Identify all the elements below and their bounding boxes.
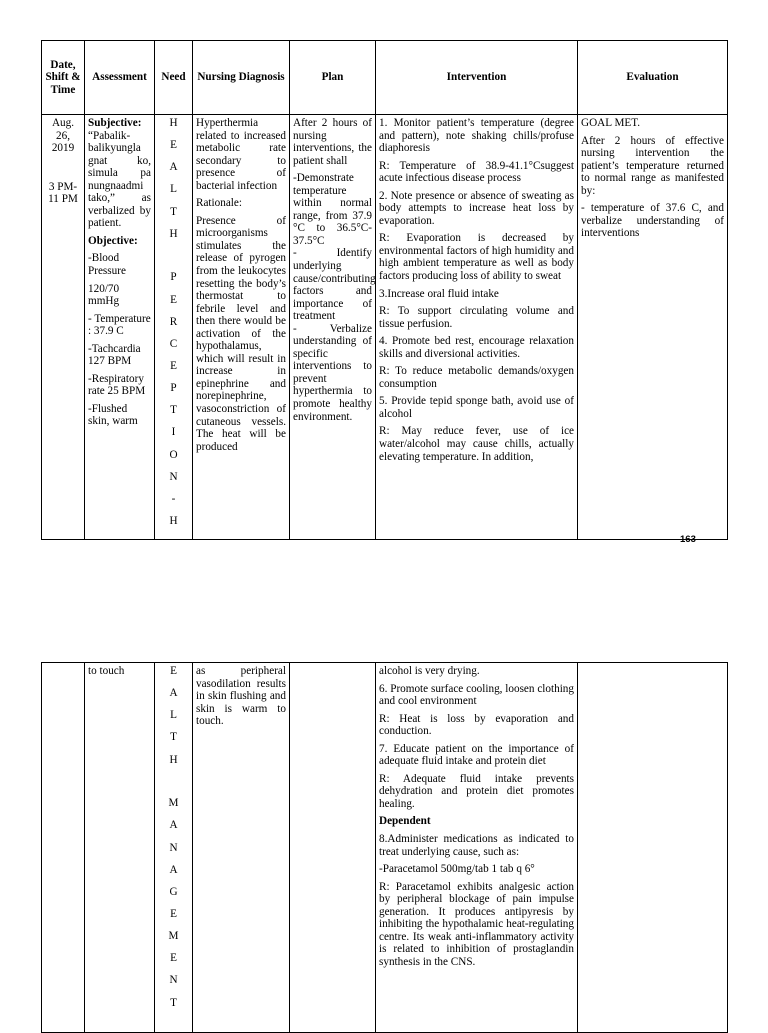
evaluation-cell bbox=[578, 115, 728, 540]
need-letter: E bbox=[170, 293, 177, 306]
date-cell-cont bbox=[42, 663, 85, 1033]
intervention-item: 6. Promote surface cooling, loosen clothing and cool environment bbox=[379, 682, 574, 708]
intervention-item: 7. Educate patient on the importance of adequate fluid intake and protein diet bbox=[379, 742, 574, 768]
intervention-cell-cont bbox=[376, 663, 578, 1033]
intervention-item: 5. Provide tepid sponge bath, avoid use of alcohol bbox=[379, 395, 574, 420]
intervention-rationale: R: Heat is loss by evaporation and conduction. bbox=[379, 712, 574, 738]
intervention-cont: alcohol is very drying. bbox=[379, 665, 480, 677]
care-plan-table-page1 bbox=[41, 40, 728, 540]
need-letter: T bbox=[170, 996, 177, 1009]
need-letter: G bbox=[169, 885, 178, 898]
dependent-item: -Paracetamol 500mg/tab 1 tab q 6° bbox=[379, 863, 535, 876]
need-letter: E bbox=[170, 952, 177, 965]
shift-time-text: 3 PM- 11 PM bbox=[48, 180, 78, 206]
need-letter: R bbox=[169, 315, 178, 328]
diagnosis-cell-cont bbox=[193, 663, 290, 1033]
intervention-item: 3.Increase oral fluid intake bbox=[379, 287, 499, 300]
header-need: Need bbox=[155, 41, 193, 115]
plan-item: - Identify underlying cause/contributing factors and importance of treatment bbox=[293, 247, 376, 323]
need-letter: C bbox=[169, 337, 178, 350]
need-letter: N bbox=[169, 470, 178, 483]
intervention-rationale: R: To support circulating volume and tissue perfusion. bbox=[379, 305, 574, 330]
dependent-item: 8.Administer medications as indicated to treat underlying cause, such as: bbox=[379, 833, 574, 858]
intervention-item: 1. Monitor patient’s temperature (degree and pattern), note shaking chills/profuse diaphoresis bbox=[379, 117, 574, 155]
need-letter: E bbox=[170, 665, 177, 677]
subjective-label: Subjective: bbox=[88, 117, 142, 129]
need-letter: I bbox=[171, 426, 176, 439]
care-plan-table-page2 bbox=[41, 662, 728, 1033]
need-letter: O bbox=[169, 448, 178, 461]
need-letter: H bbox=[169, 753, 178, 766]
objective-item: - Temperature : 37.9 C bbox=[88, 312, 151, 338]
assessment-cell bbox=[85, 115, 155, 540]
objective-item: -Blood Pressure bbox=[88, 252, 126, 278]
need-letter: T bbox=[170, 404, 177, 417]
need-letter: H bbox=[169, 514, 178, 527]
intervention-rationale: R: Temperature of 38.9-41.1°Csuggest acute infectious disease process bbox=[379, 159, 574, 185]
intervention-cell bbox=[376, 115, 578, 540]
need-letter: N bbox=[169, 974, 178, 987]
assessment-cont-text: to touch bbox=[88, 665, 125, 677]
need-letter: L bbox=[170, 183, 177, 196]
diagnosis-cell bbox=[193, 115, 290, 540]
need-letter: A bbox=[169, 687, 178, 700]
header-assessment: Assessment bbox=[85, 41, 155, 115]
objective-item: -Flushed skin, warm bbox=[88, 402, 138, 428]
intervention-rationale: R: To reduce metabolic demands/oxygen consumption bbox=[379, 365, 574, 390]
plan-cell-cont bbox=[290, 663, 376, 1033]
header-intervention: Intervention bbox=[376, 41, 578, 115]
subjective-text: “Pabalik-balikyungla gnat ko, simula pa nungnaadmi tako,” as verbalized by patient. bbox=[88, 129, 151, 230]
header-nursing-diagnosis: Nursing Diagnosis bbox=[193, 41, 290, 115]
dependent-label: Dependent bbox=[379, 815, 431, 828]
header-evaluation: Evaluation bbox=[578, 41, 728, 115]
intervention-item: 2. Note presence or absence of sweating as body attempts to increase heat loss by evaporation. bbox=[379, 189, 574, 227]
objective-item: 120/70 mmHg bbox=[88, 282, 120, 308]
objective-label: Objective: bbox=[88, 234, 138, 247]
need-letter: T bbox=[170, 205, 177, 218]
need-letter: P bbox=[170, 382, 177, 395]
care-row-page1 bbox=[42, 115, 728, 540]
date-cell bbox=[42, 115, 85, 540]
date-text: Aug. 26, 2019 bbox=[51, 117, 75, 155]
need-letter: E bbox=[170, 139, 177, 152]
header-plan: Plan bbox=[290, 41, 376, 115]
evaluation-item: - temperature of 37.6 C, and verbalize understanding of interventions bbox=[581, 202, 724, 240]
header-date: Date, Shift & Time bbox=[42, 41, 85, 115]
objective-item: -Respiratory rate 25 BPM bbox=[88, 372, 146, 398]
need-letter: H bbox=[169, 117, 178, 129]
diagnosis-text: Hyperthermia related to increased metabolic rate secondary to presence of bacterial infection bbox=[196, 117, 286, 192]
page-number: 163 bbox=[680, 534, 696, 545]
objective-item: -Tachcardia 127 BPM bbox=[88, 342, 141, 368]
plan-item: - Verbalize understanding of specific interventions to prevent hyperthermia to promote healthy environment. bbox=[293, 322, 372, 423]
need-letter: A bbox=[169, 819, 178, 832]
need-letter: E bbox=[170, 360, 177, 372]
need-letter: M bbox=[168, 797, 179, 810]
assessment-cell-cont bbox=[85, 663, 155, 1033]
need-letter: - bbox=[171, 492, 176, 505]
need-letter: E bbox=[170, 908, 177, 920]
evaluation-text: After 2 hours of effective nursing intervention the patient’s temperature returned to normal range as manifested by: bbox=[581, 134, 724, 197]
care-row-page2 bbox=[42, 663, 728, 1033]
diagnosis-cont-text: as peripheral vasodilation results in skin flushing and skin is warm to touch. bbox=[196, 665, 286, 728]
rationale-label: Rationale: bbox=[196, 197, 242, 210]
plan-cell bbox=[290, 115, 376, 540]
intervention-rationale: R: May reduce fever, use of ice water/alcohol may cause chills, actually elevating temperature. In addition, bbox=[379, 425, 574, 463]
header-row bbox=[42, 41, 728, 115]
evaluation-cell-cont bbox=[578, 663, 728, 1033]
intervention-rationale: R: Adequate fluid intake prevents dehydration and protein diet promotes healing. bbox=[379, 772, 574, 810]
need-letter: A bbox=[169, 863, 178, 876]
intervention-rationale: R: Evaporation is decreased by environmental factors of high humidity and high ambient temperature as well as body factors producing loss of ability to sweat bbox=[379, 232, 574, 283]
need-letter: A bbox=[169, 161, 178, 174]
plan-intro: After 2 hours of nursing interventions, the patient shall bbox=[293, 117, 372, 167]
need-letter: M bbox=[168, 930, 179, 943]
need-letter: T bbox=[170, 731, 177, 744]
need-letter: L bbox=[170, 709, 177, 722]
evaluation-goal: GOAL MET. bbox=[581, 117, 641, 129]
need-letter: P bbox=[170, 271, 177, 284]
need-cell-cont bbox=[155, 663, 193, 1033]
dependent-rationale: R: Paracetamol exhibits analgesic action by peripheral blockage of pain impulse generation. It produces antipyresis by inhibiting the hypothalamic heat-regulating centre. Its weak anti-inflammatory activity is related to inhibition of prostaglandin synthesis in the CNS. bbox=[379, 880, 574, 968]
rationale-text: Presence of microorganisms stimulates the release of pyrogen from the leukocytes resetting the body’s thermostat to febrile level and then there would be activation of the hypothalamus, which will result in increase in epinephrine and norepinephrine, vasoconstriction of cutaneous vessels. The heat will be produced bbox=[196, 214, 286, 453]
intervention-item: 4. Promote bed rest, encourage relaxation skills and diversional activities. bbox=[379, 335, 574, 360]
need-letter: H bbox=[169, 227, 178, 240]
need-cell bbox=[155, 115, 193, 540]
need-letter: N bbox=[169, 841, 178, 854]
plan-item: -Demonstrate temperature within normal range, from 37.9 °C to 36.5°C-37.5°C bbox=[293, 172, 372, 247]
